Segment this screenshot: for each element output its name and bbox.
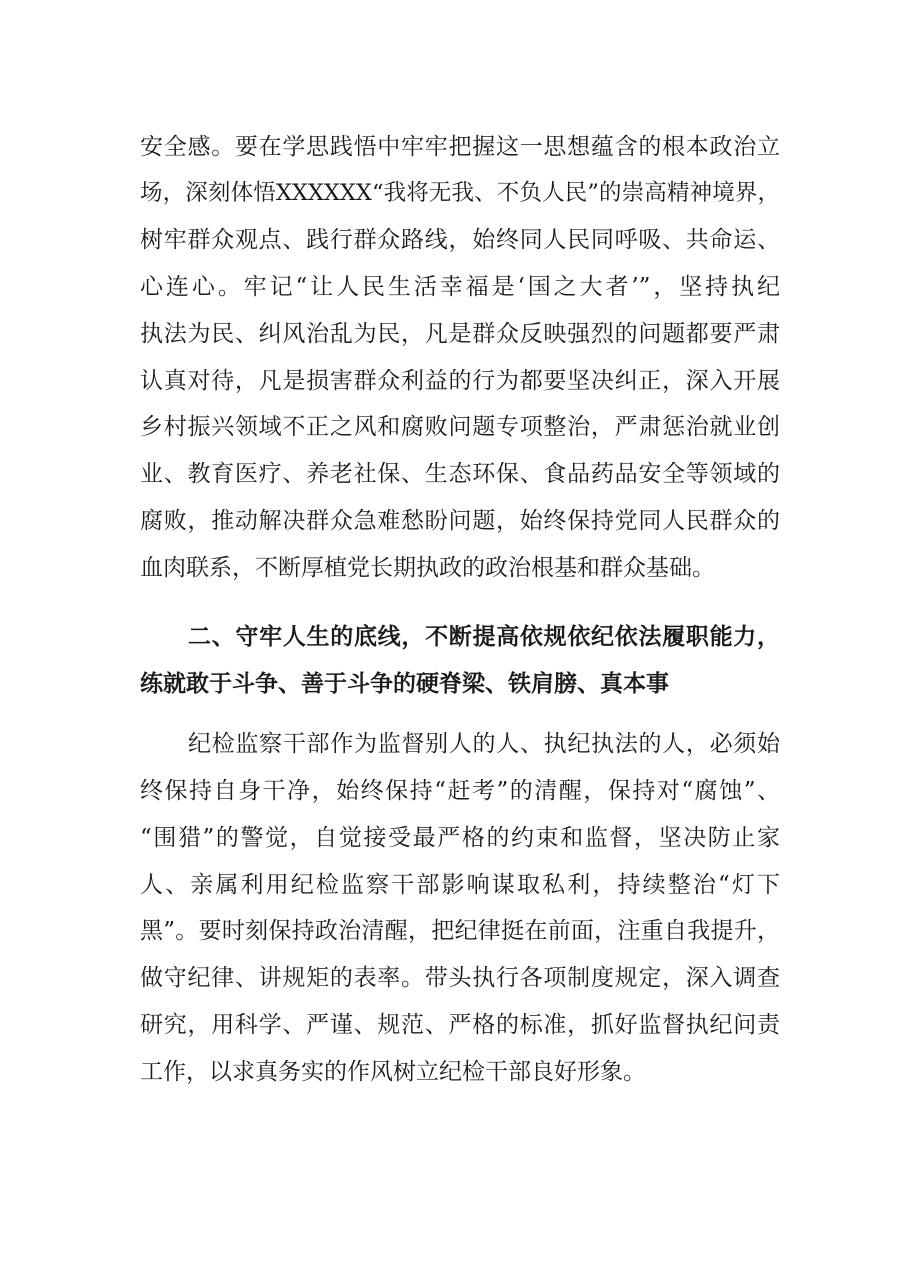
paragraph-2-line-4: 人、亲属利用纪检监察干部影响谋取私利，持续整治“灯下 — [140, 872, 780, 898]
paragraph-1-line-4: 心连心。牢记“让人民生活幸福是‘国之大者’”，坚持执纪 — [140, 274, 780, 300]
paragraph-1-line-2: 场，深刻体悟XXXXXX“我将无我、不负人民”的崇高精神境界， — [140, 180, 780, 206]
paragraph-1-line-3: 树牢群众观点、践行群众路线，始终同人民同呼吸、共命运、 — [140, 227, 780, 253]
paragraph-2-line-5: 黑”。要时刻保持政治清醒，把纪律挺在前面，注重自我提升， — [140, 918, 780, 944]
paragraph-2-line-2: 终保持自身干净，始终保持“赶考”的清醒，保持对“腐蚀”、 — [140, 778, 780, 804]
paragraph-2-line-8: 工作，以求真务实的作风树立纪检干部良好形象。 — [140, 1059, 646, 1085]
paragraph-1-line-5: 执法为民、纠风治乱为民，凡是群众反映强烈的问题都要严肃 — [140, 321, 780, 347]
paragraph-1-line-7: 乡村振兴领域不正之风和腐败问题专项整治，严肃惩治就业创 — [140, 414, 780, 440]
section-heading-line-1: 二、守牢人生的底线，不断提高依规依纪依法履职能力， — [188, 624, 780, 650]
section-heading-line-2: 练就敢于斗争、善于斗争的硬脊梁、铁肩膀、真本事 — [140, 671, 669, 697]
paragraph-1-line-6: 认真对待，凡是损害群众利益的行为都要坚决纠正，深入开展 — [140, 368, 780, 394]
paragraph-1-line-1: 安全感。要在学思践悟中牢牢把握这一思想蕴含的根本政治立 — [140, 134, 780, 160]
paragraph-2-line-3: “围猎”的警觉，自觉接受最严格的约束和监督，坚决防止家 — [140, 825, 780, 851]
paragraph-1-line-10: 血肉联系，不断厚植党长期执政的政治根基和群众基础。 — [140, 555, 715, 581]
paragraph-2-line-6: 做守纪律、讲规矩的表率。带头执行各项制度规定，深入调查 — [140, 965, 780, 991]
paragraph-1-line-9: 腐败，推动解决群众急难愁盼问题，始终保持党同人民群众的 — [140, 508, 780, 534]
paragraph-2-line-7: 研究，用科学、严谨、规范、严格的标准，抓好监督执纪问责 — [140, 1012, 780, 1038]
paragraph-1-line-8: 业、教育医疗、养老社保、生态环保、食品药品安全等领域的 — [140, 461, 780, 487]
paragraph-2-line-1: 纪检监察干部作为监督别人的人、执纪执法的人，必须始 — [188, 731, 780, 757]
